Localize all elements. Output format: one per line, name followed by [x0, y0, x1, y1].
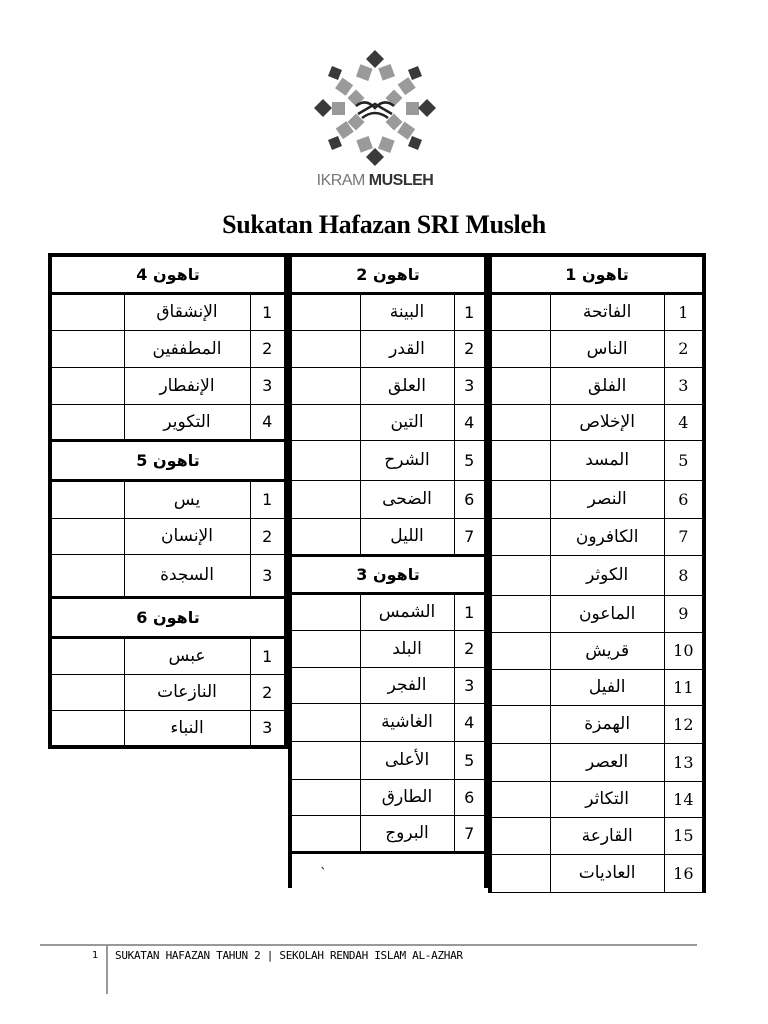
- logo-wordmark: IKRAM MUSLEH: [316, 172, 434, 189]
- page-number: 1: [92, 950, 99, 961]
- table-row: البروج 7: [290, 815, 486, 852]
- table-row: الأعلى 5: [290, 741, 486, 779]
- header-tahun-2: تاهون 2: [290, 255, 486, 293]
- table-row: الهمزة 12: [490, 705, 704, 743]
- table-tahun-4-5-6: [48, 253, 288, 749]
- table-row: البلد 2: [290, 630, 486, 667]
- header-tahun-4: تاهون 4: [50, 255, 286, 293]
- table-tahun-1: [488, 253, 706, 893]
- table-row: العصر 13: [490, 743, 704, 781]
- table-row: التكوير 4: [50, 404, 286, 440]
- table-row: الفجر 3: [290, 667, 486, 703]
- table-row: المطففين 2: [50, 330, 286, 367]
- table-row: الشمس 1: [290, 593, 486, 630]
- table-row: قريش 10: [490, 632, 704, 669]
- table-row: الإخلاص 4: [490, 404, 704, 440]
- table-row: النباء 3: [50, 710, 286, 747]
- table-row: الفيل 11: [490, 669, 704, 705]
- table-row: النصر 6: [490, 480, 704, 518]
- header-tahun-1: تاهون 1: [490, 255, 704, 293]
- table-row: البينة 1: [290, 293, 486, 330]
- table-row: الضحى 6: [290, 480, 486, 518]
- table-row: الإنشقاق 1: [50, 293, 286, 330]
- table-row: الناس 2: [490, 330, 704, 367]
- table-row: الفاتحة 1: [490, 293, 704, 330]
- header-tahun-5: تاهون 5: [50, 440, 286, 480]
- table-row: القدر 2: [290, 330, 486, 367]
- table-row: الليل 7: [290, 518, 486, 555]
- header-tahun-6: تاهون 6: [50, 597, 286, 637]
- table-row: النازعات 2: [50, 674, 286, 710]
- footer-vertical-divider: [106, 946, 108, 994]
- table-row: الإنسان 2: [50, 518, 286, 554]
- table-row: القارعة 15: [490, 817, 704, 854]
- page-title: Sukatan Hafazan SRI Musleh: [222, 210, 546, 239]
- table-row: التين 4: [290, 404, 486, 440]
- table-row: يس 1: [50, 480, 286, 518]
- table-row: الإنفطار 3: [50, 367, 286, 404]
- footer-divider: [40, 944, 697, 946]
- table-row: العاديات 16: [490, 854, 704, 892]
- stray-mark: `: [320, 866, 327, 882]
- table-row: الطارق 6: [290, 779, 486, 815]
- table-row: الشرح 5: [290, 440, 486, 480]
- table-row: الفلق 3: [490, 367, 704, 404]
- table-row: الكافرون 7: [490, 518, 704, 555]
- logo-emblem-icon: [310, 48, 440, 170]
- ikram-musleh-logo: [310, 48, 440, 198]
- table-row: التكاثر 14: [490, 781, 704, 817]
- table-row: السجدة 3: [50, 554, 286, 597]
- table-row: الماعون 9: [490, 595, 704, 632]
- table-row: المسد 5: [490, 440, 704, 480]
- table-row: عبس 1: [50, 637, 286, 674]
- table-row: العلق 3: [290, 367, 486, 404]
- footer-text: SUKATAN HAFAZAN TAHUN 2 | SEKOLAH RENDAH ISLAM AL-AZHAR: [115, 949, 463, 962]
- header-tahun-3: تاهون 3: [290, 555, 486, 593]
- table-row: الكوثر 8: [490, 555, 704, 595]
- table-tahun-2-3: [288, 253, 488, 888]
- table-row: الغاشية 4: [290, 703, 486, 741]
